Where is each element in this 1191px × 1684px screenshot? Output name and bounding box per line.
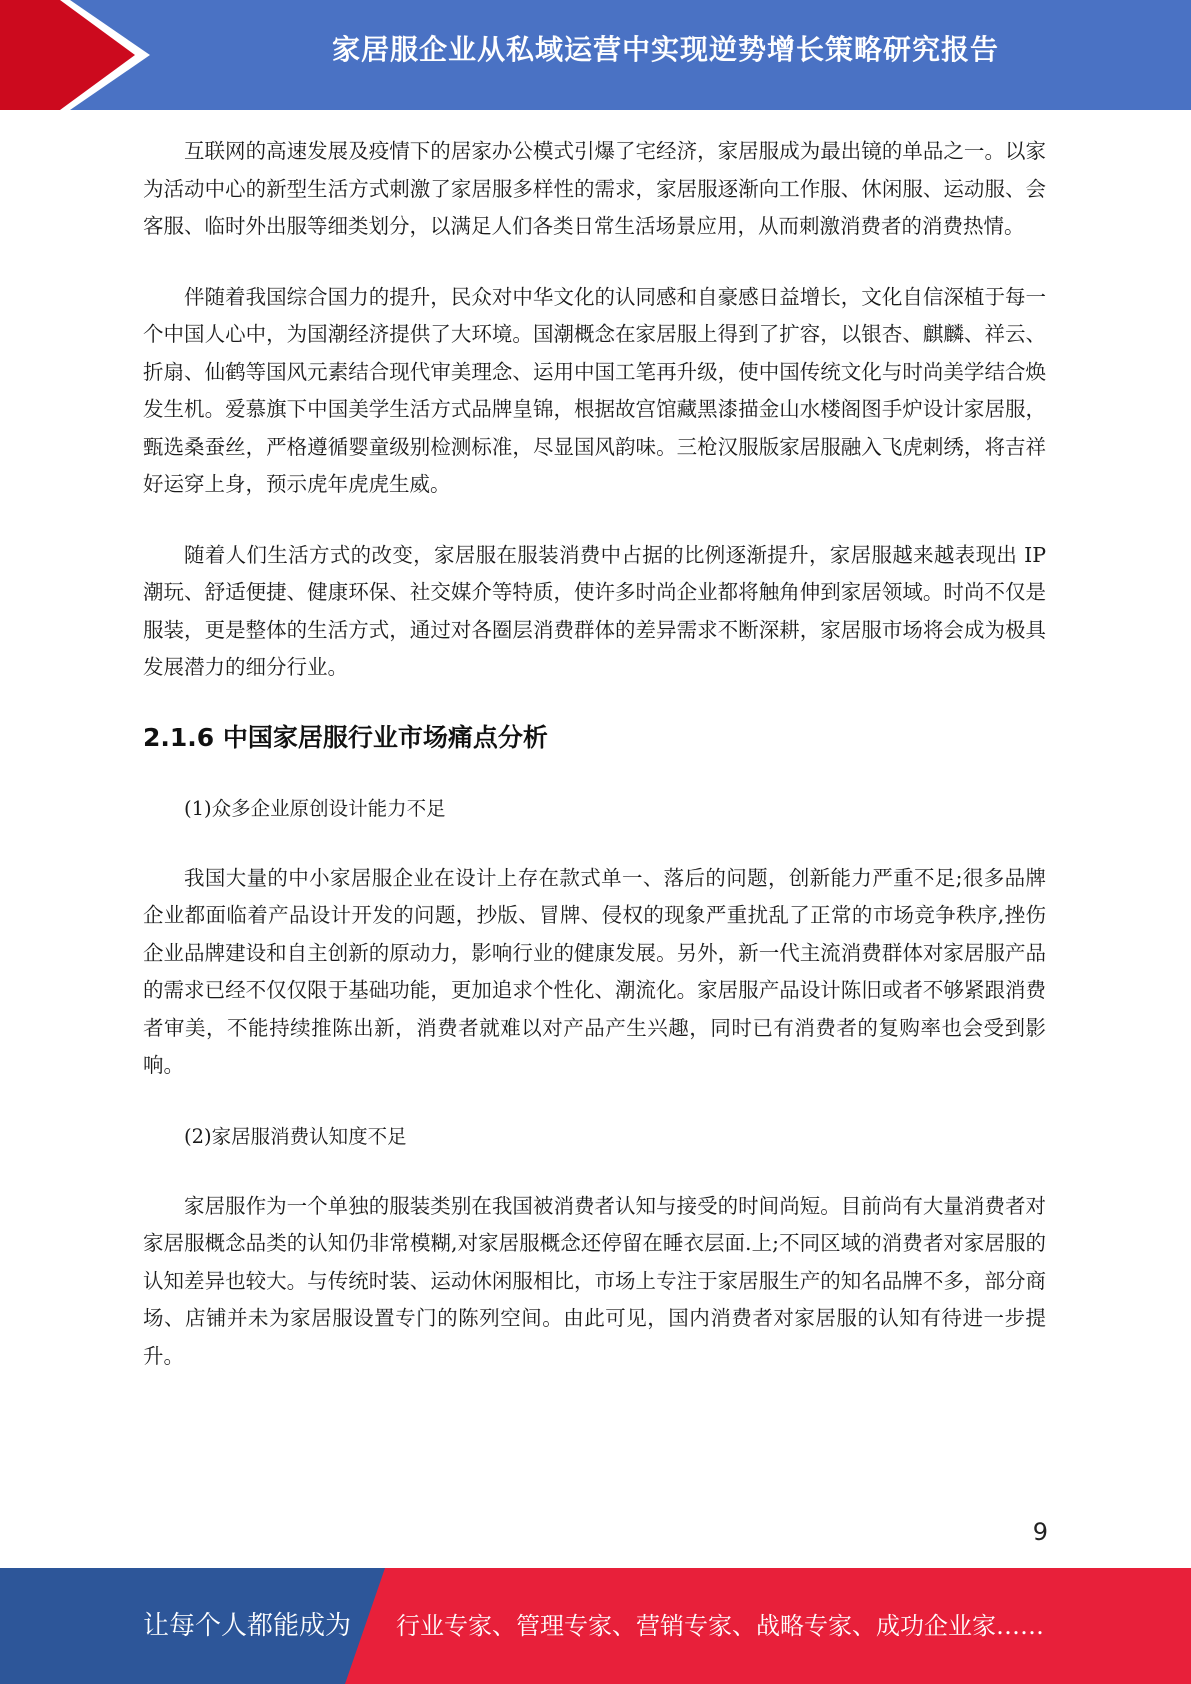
report-title: 家居服企业从私域运营中实现逆势增长策略研究报告 <box>331 33 999 66</box>
paragraph-spacer <box>143 246 1046 279</box>
page-number: 9 <box>1032 1518 1048 1546</box>
section-heading: 2.1.6 中国家居服行业市场痛点分析 <box>143 722 548 752</box>
sub-heading-consumer-awareness: (2)家居服消费认知度不足 <box>184 1124 407 1148</box>
paragraph-design-problem: 我国大量的中小家居服企业在设计上存在款式单一、落后的问题，创新能力严重不足;很多品牌企业都面临着产品设计开发的问题，抄版、冒牌、侵权的现象严重扰乱了正常的市场竞争秩序,挫伤企业品牌建设和自主创新的原动力，影响行业的健康发展。另外，新一代主流消费群体对家居服产品的需求已经不仅仅限于基础功能，更加追求个性化、潮流化。家居服产品设计陈旧或者不够紧跟消费者审美，不能持续推陈出新，消费者就难以对产品产生兴趣，同时已有消费者的复购率也会受到影响。 <box>143 865 1046 1077</box>
page-footer <box>0 1568 1191 1684</box>
paragraph-lifestyle-change: 随着人们生活方式的改变，家居服在服装消费中占据的比例逐渐提升，家居服越来越表现出 IP 潮玩、舒适便捷、健康环保、社交媒介等特质，使许多时尚企业都将触角伸到家居领域。时尚不仅是服装，更是整体的生活方式，通过对各圈层消费群体的差异需求不断深耕，家居服市场将会成为极具发展潜力的细分行业。 <box>143 542 1046 679</box>
paragraph-home-economy: 互联网的高速发展及疫情下的居家办公模式引爆了宅经济，家居服成为最出镜的单品之一。以家为活动中心的新型生活方式刺激了家居服多样性的需求，家居服逐渐向工作服、休闲服、运动服、会客服、临时外出服等细类划分，以满足人们各类日常生活场景应用，从而刺激消费者的消费热情。 <box>143 139 1046 238</box>
paragraph-guochao-trend: 伴随着我国综合国力的提升，民众对中华文化的认同感和自豪感日益增长，文化自信深植于每一个中国人心中，为国潮经济提供了大环境。国潮概念在家居服上得到了扩容，以银杏、麒麟、祥云、折扇、仙鹤等国风元素结合现代审美理念、运用中国工笔再升级，使中国传统文化与时尚美学结合焕发生机。爱慕旗下中国美学生活方式品牌皇锦，根据故宫馆藏黑漆描金山水楼阁图手炉设计家居服，甄选桑蚕丝，严格遵循婴童级别检测标准，尽显国风韵味。三枪汉服版家居服融入飞虎刺绣，将吉祥好运穿上身，预示虎年虎虎生威。 <box>143 284 1046 496</box>
section-spacer <box>143 758 1046 790</box>
page-content <box>143 133 1046 1375</box>
section-spacer <box>143 1085 1046 1118</box>
section-spacer <box>143 687 1046 718</box>
footer-slogan-right: 行业专家、管理专家、营销专家、战略专家、成功企业家…… <box>396 1612 1044 1640</box>
page-header <box>0 0 1191 110</box>
paragraph-awareness-problem: 家居服作为一个单独的服装类别在我国被消费者认知与接受的时间尚短。目前尚有大量消费者对家居服概念品类的认知仍非常模糊,对家居服概念还停留在睡衣层面.上;不同区域的消费者对家居服的认知差异也较大。与传统时装、运动休闲服相比，市场上专注于家居服生产的知名品牌不多，部分商场、店铺并未为家居服设置专门的陈列空间。由此可见，国内消费者对家居服的认知有待进一步提升。 <box>143 1193 1046 1368</box>
sub-heading-design-capability: (1)众多企业原创设计能力不足 <box>184 796 446 820</box>
paragraph-spacer <box>143 504 1046 537</box>
footer-slogan-left: 让每个人都能成为 <box>143 1611 352 1641</box>
header-chevron-decoration <box>0 0 160 110</box>
chevron-red-shape <box>0 0 135 110</box>
section-spacer <box>143 1155 1046 1188</box>
section-spacer <box>143 827 1046 860</box>
